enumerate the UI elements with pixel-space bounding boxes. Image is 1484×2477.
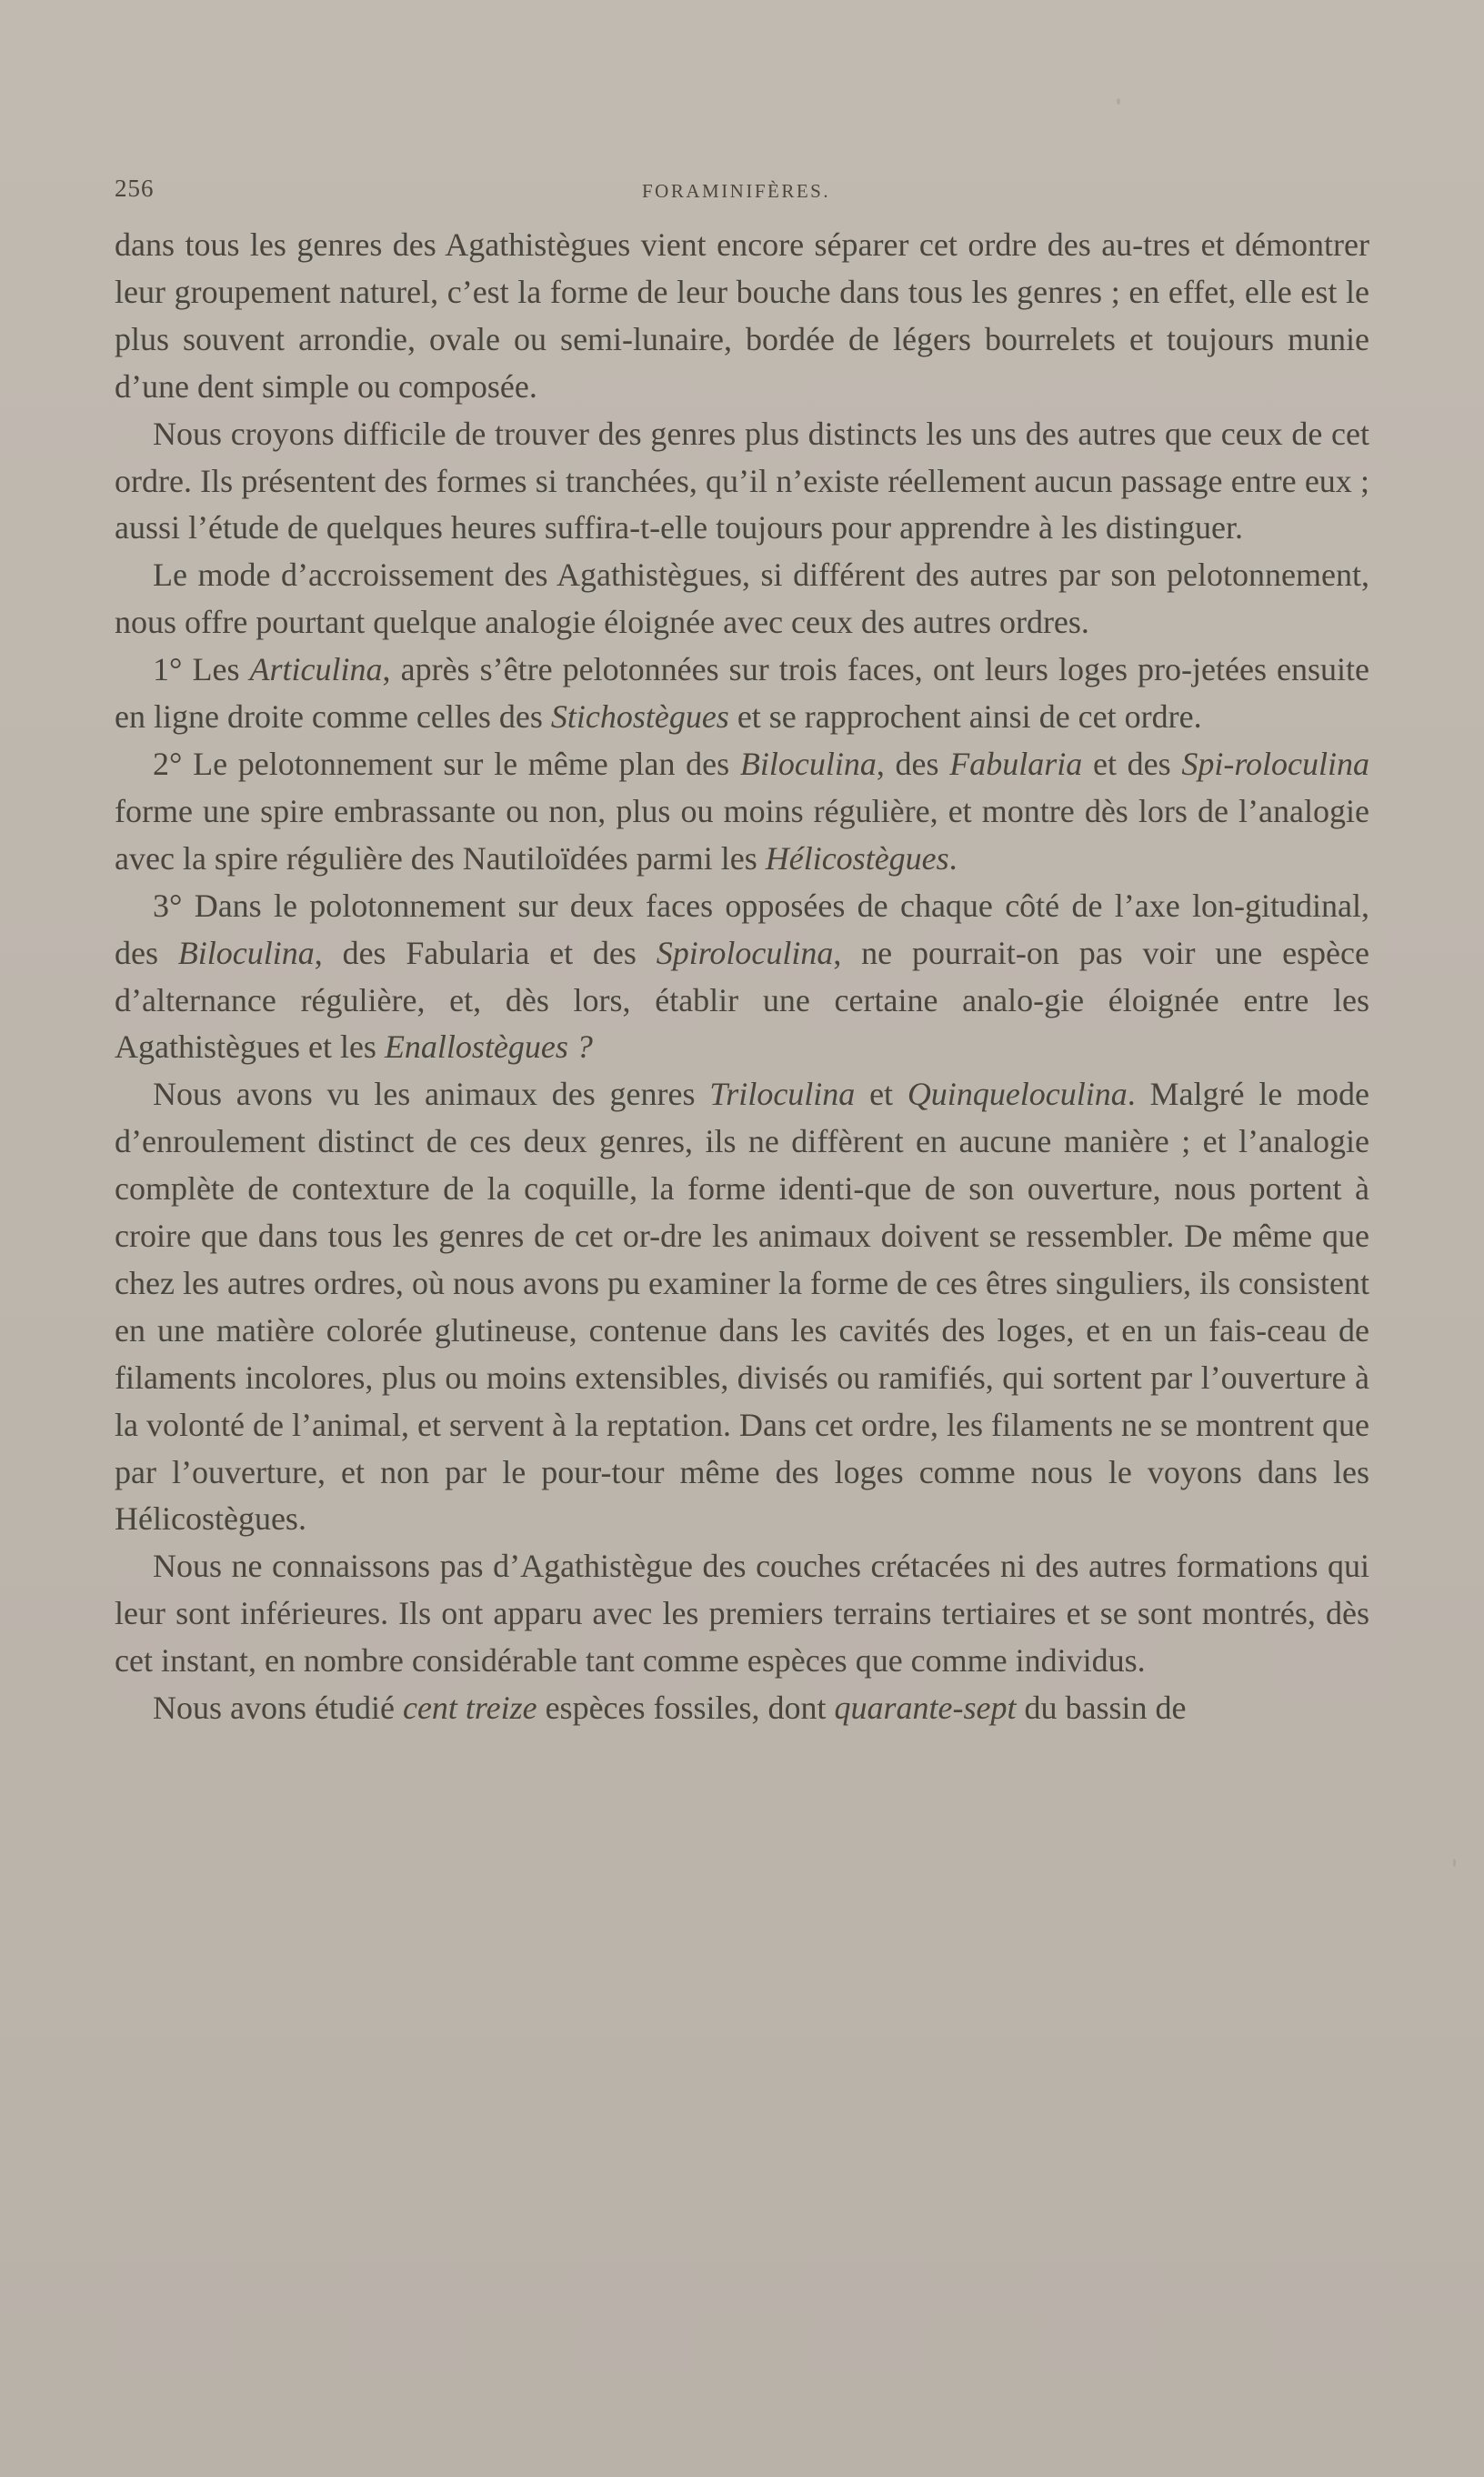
italic-term: quarante-sept [834, 1690, 1017, 1727]
body-text [115, 222, 1369, 1732]
paper-spot [1117, 98, 1120, 105]
paragraph: Nous avons étudié cent treize espèces fossiles, dont quarante-sept du bassin de [153, 1690, 1187, 1727]
italic-term: Spiroloculina [656, 934, 834, 971]
paragraph: 2° Le pelotonnement sur le même plan des Biloculina, des Fabularia et des Spi-roloculina forme une spire embrassante ou non, plus ou moins régulière, et montre dès lors de l’analogie avec la spire régulière des Nautiloïdées parmi les Hélicostègues. [115, 745, 1370, 877]
running-head: FORAMINIFÈRES. [642, 180, 831, 202]
paragraph: dans tous les genres des Agathistègues vient encore séparer cet ordre des au-tres et démontrer leur groupement naturel, c’est la forme de leur bouche dans tous les genres ; en effet, elle est le plus souvent arrondie, ovale ou semi-lunaire, bordée de légers bourrelets et toujours munie d’une dent simple ou composée. [115, 226, 1369, 405]
paper-spot [1453, 1859, 1456, 1867]
italic-term: Triloculina [709, 1076, 856, 1113]
italic-term: Spi-roloculina [1181, 745, 1370, 782]
paragraph: 3° Dans le polotonnement sur deux faces opposées de chaque côté de l’axe lon-gitudinal, des Biloculina, des Fabularia et des Spiroloculina, ne pourrait-on pas voir une espèce d’alternance régulière, et, dès lors, établir une certaine analo-gie éloignée entre les Agathistègues et les Enallostègues ? [115, 887, 1369, 1066]
page-number: 256 [115, 175, 155, 202]
italic-term: Hélicostègues [765, 839, 949, 877]
italic-term: Biloculina [177, 934, 315, 971]
paragraph: Le mode d’accroissement des Agathistègues, si différent des autres par son pelotonnement, nous offre pourtant quelque analogie éloignée avec ceux des autres ordres. [115, 557, 1369, 641]
paragraph: Nous avons vu les animaux des genres Triloculina et Quinqueloculina. Malgré le mode d’enroulement distinct de ces deux genres, ils ne diffèrent en aucune manière ; et l’analogie complète de contexture de la coquille, la forme identi-que de son ouverture, nous portent à croire que dans tous les genres de cet or-dre les animaux doivent se ressembler. De même que chez les autres ordres, où nous avons pu examiner la forme de ces êtres singuliers, ils consistent en une matière colorée glutineuse, contenue dans les cavités des loges, et en un fais-ceau de filaments incolores, plus ou moins extensibles, divisés ou ramifiés, qui sortent par l’ouverture à la volonté de l’animal, et servent à la reptation. Dans cet ordre, les filaments ne se montrent que par l’ouverture, et non par le pour-tour même des loges comme nous le voyons dans les Hélicostègues. [115, 1076, 1370, 1538]
paragraph: Nous ne connaissons pas d’Agathistègue des couches crétacées ni des autres formations qui leur sont inférieures. Ils ont apparu avec les premiers terrains tertiaires et se sont montrés, dès cet instant, en nombre considérable tant comme espèces que comme individus. [115, 1548, 1369, 1680]
italic-term: Articulina [249, 651, 383, 688]
italic-term: Fabularia [949, 745, 1083, 782]
italic-term: Quinqueloculina [907, 1076, 1128, 1113]
italic-term: Biloculina [739, 745, 877, 782]
paragraph: Nous croyons difficile de trouver des genres plus distincts les uns des autres que ceux de cet ordre. Ils présentent des formes si tranchées, qu’il n’existe réellement aucun passage entre eux ; aussi l’étude de quelques heures suffira-t-elle toujours pour apprendre à les distinguer. [115, 415, 1369, 547]
paragraph: 1° Les Articulina, après s’être pelotonnées sur trois faces, ont leurs loges pro-jetées ensuite en ligne droite comme celles des Stichostègues et se rapprochent ainsi de cet ordre. [115, 651, 1370, 736]
page-header [115, 175, 1369, 211]
italic-term: cent treize [402, 1690, 537, 1727]
italic-term: Enallostègues ? [384, 1028, 593, 1066]
italic-term: Stichostègues [550, 698, 729, 736]
